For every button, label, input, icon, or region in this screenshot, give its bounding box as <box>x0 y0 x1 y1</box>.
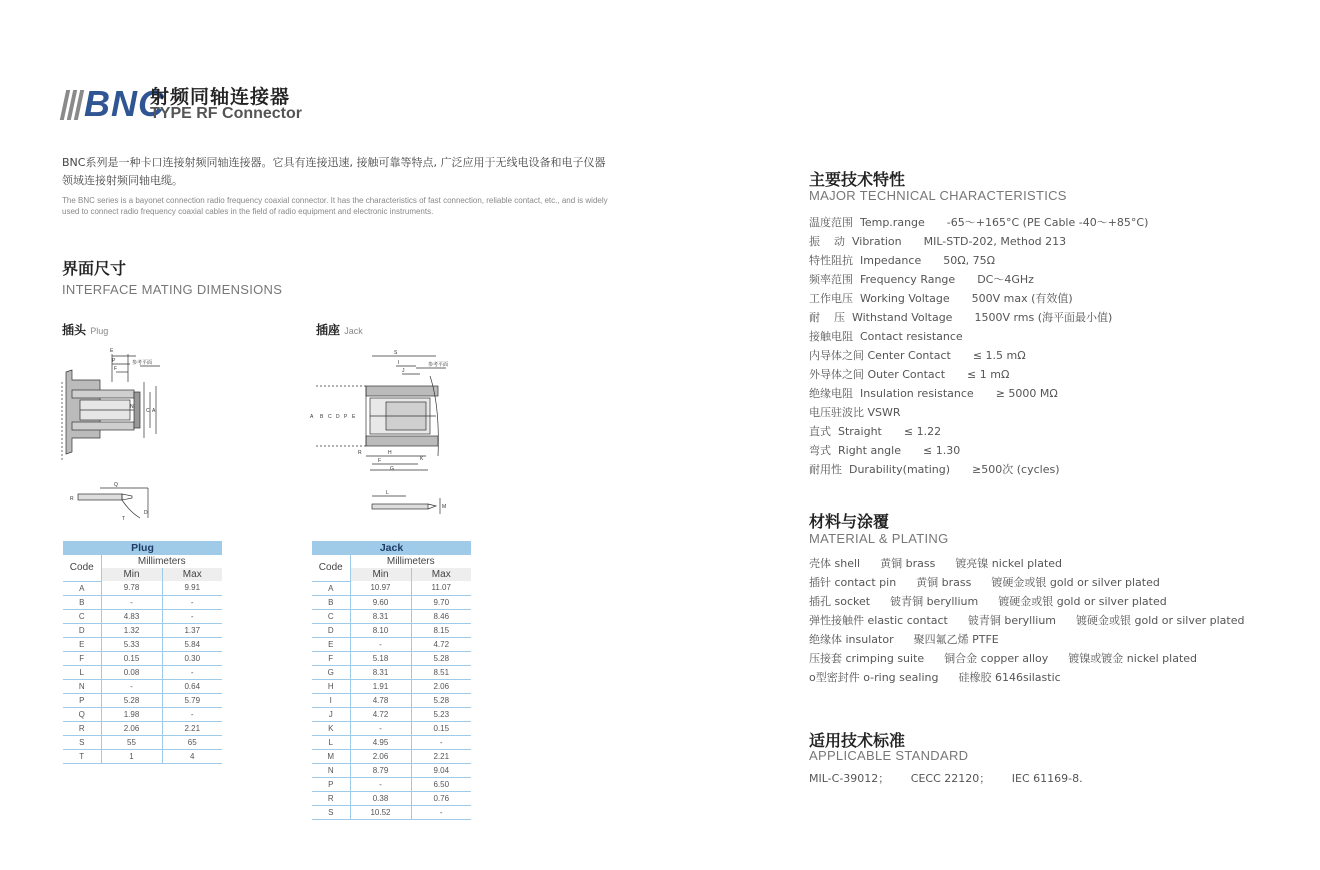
characteristic-label: 特性阻抗 Impedance <box>809 254 922 267</box>
plug-max-header: Max <box>162 568 222 581</box>
material-item <box>809 593 1187 609</box>
min-cell: 5.33 <box>101 637 162 651</box>
table-row <box>63 637 222 651</box>
code-cell: R <box>63 721 101 735</box>
min-cell: 8.31 <box>350 665 411 679</box>
max-cell: - <box>162 595 222 609</box>
min-cell: 4.78 <box>350 693 411 707</box>
material-item <box>809 650 1217 666</box>
code-cell: H <box>312 679 350 693</box>
svg-text:T: T <box>122 516 126 522</box>
svg-text:R: R <box>70 496 74 502</box>
svg-text:K: K <box>420 456 424 462</box>
characteristic-value: ≤ 1.30 <box>922 444 961 457</box>
svg-text:A: A <box>310 414 314 420</box>
max-cell: 8.51 <box>411 665 471 679</box>
characteristic-value: MIL-STD-202, Method 213 <box>923 235 1067 248</box>
material-material: 铍青铜 beryllium <box>890 595 979 608</box>
table-row <box>312 637 471 651</box>
intro-text-en: The BNC series is a bayonet connection radio frequency coaxial connector. It has the characteristics of fast connection, reliable contact, etc., and is widely used to connect radio frequency coaxial cables in the field of radio equipment and electronic instruments. <box>62 196 608 216</box>
max-cell: 2.21 <box>162 721 222 735</box>
material-part: 弹性接触件 elastic contact <box>809 614 948 627</box>
standard-title-en: APPLICABLE STANDARD <box>809 748 969 763</box>
min-cell: 55 <box>101 735 162 749</box>
characteristics-title-en: MAJOR TECHNICAL CHARACTERISTICS <box>809 188 1067 203</box>
code-cell: K <box>312 721 350 735</box>
max-cell: 11.07 <box>411 581 471 595</box>
jack-dimension-table <box>312 541 471 820</box>
material-item <box>809 574 1180 590</box>
jack-code-header: Code <box>312 555 350 581</box>
max-cell: 5.23 <box>411 707 471 721</box>
table-row <box>63 609 222 623</box>
interface-title-en: INTERFACE MATING DIMENSIONS <box>62 282 283 297</box>
max-cell: - <box>411 805 471 819</box>
characteristic-value: ≥ 5000 MΩ <box>995 387 1058 400</box>
table-row <box>63 693 222 707</box>
svg-text:D: D <box>336 414 340 420</box>
table-row <box>312 581 471 595</box>
svg-text:参考平面: 参考平面 <box>428 362 449 368</box>
code-cell: Q <box>63 707 101 721</box>
svg-text:G: G <box>390 466 394 472</box>
max-cell: - <box>411 735 471 749</box>
min-cell: 8.31 <box>350 609 411 623</box>
code-cell: C <box>63 609 101 623</box>
characteristic-value: 500V max (有效值) <box>971 292 1073 305</box>
code-cell: I <box>312 693 350 707</box>
code-cell: E <box>312 637 350 651</box>
characteristic-label: 耐 压 Withstand Voltage <box>809 311 953 324</box>
material-material: 黄铜 brass <box>880 557 936 570</box>
min-cell: - <box>101 679 162 693</box>
material-item <box>809 612 1265 628</box>
jack-max-header: Max <box>411 568 471 581</box>
characteristic-item <box>809 385 1058 401</box>
characteristic-label: 绝缘电阻 Insulation resistance <box>809 387 974 400</box>
max-cell: 1.37 <box>162 623 222 637</box>
max-cell: 0.76 <box>411 791 471 805</box>
min-cell: 0.08 <box>101 665 162 679</box>
min-cell: 8.10 <box>350 623 411 637</box>
max-cell: - <box>162 665 222 679</box>
svg-text:F: F <box>114 366 118 372</box>
min-cell: 10.52 <box>350 805 411 819</box>
code-cell: P <box>312 777 350 791</box>
table-row <box>312 693 471 707</box>
standard-item: CECC 22120； <box>910 772 991 785</box>
max-cell: 0.64 <box>162 679 222 693</box>
min-cell: - <box>101 595 162 609</box>
svg-text:I: I <box>398 360 400 366</box>
characteristic-label: 工作电压 Working Voltage <box>809 292 950 305</box>
characteristic-value: ≤ 1.22 <box>903 425 942 438</box>
interface-title-cn: 界面尺寸 <box>62 259 127 278</box>
min-cell: 0.15 <box>101 651 162 665</box>
code-cell: M <box>312 749 350 763</box>
min-cell: 1.91 <box>350 679 411 693</box>
table-row <box>63 595 222 609</box>
max-cell: 4.72 <box>411 637 471 651</box>
min-cell: 9.60 <box>350 595 411 609</box>
table-row <box>63 665 222 679</box>
characteristic-label: 接触电阻 Contact resistance <box>809 330 963 343</box>
code-cell: F <box>63 651 101 665</box>
svg-text:E: E <box>110 348 114 354</box>
characteristic-value: DC～4GHz <box>977 273 1034 286</box>
standard-title-cn: 适用技术标准 <box>809 731 906 750</box>
plug-code-header: Code <box>63 555 101 581</box>
characteristic-label: 内导体之间 Center Contact <box>809 349 951 362</box>
min-cell: 4.95 <box>350 735 411 749</box>
plug-drawing <box>60 342 170 527</box>
table-row <box>312 791 471 805</box>
characteristic-label: 弯式 Right angle <box>809 444 901 457</box>
min-cell: - <box>350 777 411 791</box>
svg-text:L: L <box>386 490 389 496</box>
min-cell: 2.06 <box>350 749 411 763</box>
svg-text:C: C <box>146 408 150 414</box>
code-cell: A <box>312 581 350 595</box>
min-cell: 1.32 <box>101 623 162 637</box>
code-cell: G <box>312 665 350 679</box>
max-cell: 5.28 <box>411 651 471 665</box>
min-cell: 9.78 <box>101 581 162 595</box>
characteristic-label: 频率范围 Frequency Range <box>809 273 956 286</box>
code-cell: B <box>312 595 350 609</box>
svg-text:J: J <box>402 368 405 374</box>
plug-unit-header: Millimeters <box>137 556 186 567</box>
logo-bars-icon <box>60 90 82 120</box>
characteristic-label: 外导体之间 Outer Contact <box>809 368 946 381</box>
max-cell: 8.15 <box>411 623 471 637</box>
table-row <box>312 805 471 819</box>
max-cell: 65 <box>162 735 222 749</box>
plug-dimension-table <box>63 541 222 764</box>
characteristic-item <box>809 423 941 439</box>
min-cell: 4.83 <box>101 609 162 623</box>
max-cell: 2.06 <box>411 679 471 693</box>
table-row <box>63 749 222 763</box>
table-row <box>63 721 222 735</box>
code-cell: R <box>312 791 350 805</box>
standard-list <box>809 770 1083 786</box>
code-cell: D <box>63 623 101 637</box>
material-plating: 镀硬金或银 gold or silver plated <box>1076 614 1245 627</box>
characteristic-item <box>809 461 1060 477</box>
max-cell: 5.79 <box>162 693 222 707</box>
code-cell: A <box>63 581 101 595</box>
table-row <box>63 707 222 721</box>
page-title-cn: 射频同轴连接器 <box>150 86 291 108</box>
code-cell: P <box>63 693 101 707</box>
svg-text:C: C <box>328 414 332 420</box>
table-row <box>312 679 471 693</box>
characteristic-value: ≤ 1.5 mΩ <box>972 349 1026 362</box>
material-item <box>809 631 1039 647</box>
table-row <box>63 623 222 637</box>
characteristic-value: -65～+165°C (PE Cable -40～+85°C) <box>946 216 1149 229</box>
table-row <box>312 707 471 721</box>
code-cell: L <box>63 665 101 679</box>
max-cell: 5.84 <box>162 637 222 651</box>
min-cell: - <box>350 637 411 651</box>
characteristic-item <box>809 328 985 344</box>
material-item <box>809 555 1082 571</box>
max-cell: 4 <box>162 749 222 763</box>
characteristic-label: 温度范围 Temp.range <box>809 216 925 229</box>
characteristic-item <box>809 309 1112 325</box>
max-cell: 5.28 <box>411 693 471 707</box>
jack-drawing <box>306 346 466 521</box>
svg-text:Q: Q <box>114 482 118 488</box>
code-cell: J <box>312 707 350 721</box>
material-title-en: MATERIAL & PLATING <box>809 531 949 546</box>
min-cell: 0.38 <box>350 791 411 805</box>
characteristic-label: 振 动 Vibration <box>809 235 902 248</box>
plug-label: 插头 Plug <box>62 323 109 337</box>
max-cell: 0.30 <box>162 651 222 665</box>
table-row <box>312 623 471 637</box>
min-cell: 8.79 <box>350 763 411 777</box>
max-cell: 6.50 <box>411 777 471 791</box>
max-cell: 9.70 <box>411 595 471 609</box>
material-item <box>809 669 1101 685</box>
table-row <box>63 651 222 665</box>
table-row <box>63 735 222 749</box>
material-material: 聚四氟乙烯 PTFE <box>913 633 999 646</box>
material-material: 硅橡胶 6146silastic <box>958 671 1061 684</box>
min-cell: 10.97 <box>350 581 411 595</box>
min-cell: 5.28 <box>101 693 162 707</box>
min-cell: 2.06 <box>101 721 162 735</box>
svg-text:H: H <box>388 450 392 456</box>
material-material: 铜合金 copper alloy <box>944 652 1049 665</box>
code-cell: C <box>312 609 350 623</box>
code-cell: E <box>63 637 101 651</box>
jack-table-title: Jack <box>312 541 471 555</box>
jack-label: 插座 Jack <box>316 323 363 337</box>
characteristic-item <box>809 442 960 458</box>
material-plating: 镀镍或镀金 nickel plated <box>1068 652 1198 665</box>
material-part: 压接套 crimping suite <box>809 652 925 665</box>
table-row <box>63 581 222 595</box>
max-cell: - <box>162 707 222 721</box>
max-cell: - <box>162 609 222 623</box>
intro-text-cn: BNC系列是一种卡口连接射频同轴连接器。它具有连接迅速, 接触可靠等特点, 广泛应用于无线电设备和电子仪器领域连接射频同轴电缆。 <box>62 156 606 187</box>
table-row <box>312 651 471 665</box>
characteristic-item <box>809 404 923 420</box>
characteristic-item <box>809 252 995 268</box>
svg-text:D: D <box>144 510 148 516</box>
material-part: o型密封件 o-ring sealing <box>809 671 939 684</box>
min-cell: 4.72 <box>350 707 411 721</box>
material-part: 插针 contact pin <box>809 576 897 589</box>
characteristic-item <box>809 271 1034 287</box>
svg-text:P: P <box>344 414 348 420</box>
code-cell: T <box>63 749 101 763</box>
min-cell: 1.98 <box>101 707 162 721</box>
material-material: 黄铜 brass <box>916 576 972 589</box>
svg-text:B: B <box>320 414 324 420</box>
code-cell: N <box>312 763 350 777</box>
table-row <box>63 679 222 693</box>
svg-text:P: P <box>112 358 116 364</box>
max-cell: 8.46 <box>411 609 471 623</box>
characteristic-item <box>809 347 1026 363</box>
page-title-en: TYPE RF Connector <box>150 105 303 122</box>
characteristic-item <box>809 233 1066 249</box>
svg-text:R: R <box>358 450 362 456</box>
standard-item: IEC 61169-8. <box>1011 772 1083 785</box>
code-cell: S <box>312 805 350 819</box>
svg-text:E: E <box>352 414 356 420</box>
characteristic-item <box>809 214 1148 230</box>
max-cell: 0.15 <box>411 721 471 735</box>
material-part: 插孔 socket <box>809 595 871 608</box>
characteristic-item <box>809 366 1009 382</box>
characteristics-title-cn: 主要技术特性 <box>809 170 906 189</box>
jack-min-header: Min <box>350 568 411 581</box>
material-plating: 镀硬金或银 gold or silver plated <box>991 576 1160 589</box>
characteristic-value: ≥500次 (cycles) <box>972 463 1060 476</box>
code-cell: D <box>312 623 350 637</box>
characteristic-label: 电压驻波比 VSWR <box>809 406 901 419</box>
characteristic-item <box>809 290 1073 306</box>
material-plating: 镀亮镍 nickel plated <box>955 557 1063 570</box>
material-plating: 镀硬金或银 gold or silver plated <box>998 595 1167 608</box>
svg-text:参考平面: 参考平面 <box>132 360 153 366</box>
svg-text:M: M <box>442 504 447 510</box>
table-row <box>312 665 471 679</box>
material-part: 壳体 shell <box>809 557 861 570</box>
table-row <box>312 749 471 763</box>
table-row <box>312 777 471 791</box>
max-cell: 9.91 <box>162 581 222 595</box>
min-cell: 1 <box>101 749 162 763</box>
characteristic-label: 直式 Straight <box>809 425 882 438</box>
table-row <box>312 735 471 749</box>
jack-unit-header: Millimeters <box>386 556 435 567</box>
svg-text:N: N <box>130 404 134 410</box>
table-row <box>312 609 471 623</box>
code-cell: L <box>312 735 350 749</box>
svg-text:S: S <box>394 350 398 356</box>
max-cell: 2.21 <box>411 749 471 763</box>
code-cell: B <box>63 595 101 609</box>
max-cell: 9.04 <box>411 763 471 777</box>
table-row <box>312 763 471 777</box>
min-cell: - <box>350 721 411 735</box>
material-title-cn: 材料与涂覆 <box>809 512 890 531</box>
min-cell: 5.18 <box>350 651 411 665</box>
svg-text:A: A <box>152 408 156 414</box>
characteristic-label: 耐用性 Durability(mating) <box>809 463 951 476</box>
characteristic-value: ≤ 1 mΩ <box>967 368 1010 381</box>
code-cell: N <box>63 679 101 693</box>
plug-table-title: Plug <box>63 541 222 555</box>
standard-item: MIL-C-39012； <box>809 772 890 785</box>
characteristic-value: 50Ω, 75Ω <box>943 254 996 267</box>
table-row <box>312 595 471 609</box>
table-row <box>312 721 471 735</box>
characteristic-value: 1500V rms (海平面最小值) <box>974 311 1113 324</box>
code-cell: F <box>312 651 350 665</box>
svg-text:F: F <box>378 458 382 464</box>
material-material: 铍青铜 beryllium <box>967 614 1057 627</box>
plug-min-header: Min <box>101 568 162 581</box>
brand-name: BNC <box>84 83 165 124</box>
material-part: 绝缘体 insulator <box>809 633 894 646</box>
code-cell: S <box>63 735 101 749</box>
